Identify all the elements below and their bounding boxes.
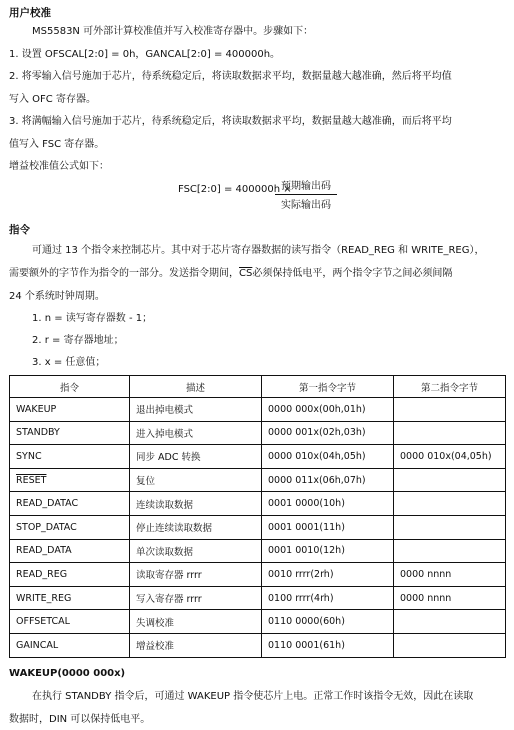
command-description: 失调校准 bbox=[130, 610, 262, 634]
command-description: 停止连续读取数据 bbox=[130, 515, 262, 539]
calibration-step-3-line-1: 3. 将满幅输入信号施加于芯片，待系统稳定后，将读取数据求平均，数据量越大越准确，而后将平均 bbox=[9, 116, 452, 127]
wakeup-line-2: 数据时，DIN 可以保持低电平。 bbox=[9, 714, 151, 725]
command-name: READ_DATA bbox=[10, 539, 130, 563]
table-row bbox=[10, 515, 506, 539]
command-name: GAINCAL bbox=[10, 633, 130, 657]
command-name: OFFSETCAL bbox=[10, 610, 130, 634]
command-description: 进入掉电模式 bbox=[130, 421, 262, 445]
command-description: 退出掉电模式 bbox=[130, 398, 262, 422]
table-row bbox=[10, 421, 506, 445]
first-byte: 0010 rrrr(2rh) bbox=[262, 563, 394, 587]
second-byte bbox=[394, 492, 506, 516]
command-name: SYNC bbox=[10, 445, 130, 469]
command-name: WAKEUP bbox=[10, 398, 130, 422]
note-1: 1. n = 读写寄存器数 - 1； bbox=[32, 313, 153, 324]
command-table bbox=[9, 375, 506, 658]
second-byte: 0000 nnnn bbox=[394, 563, 506, 587]
command-description: 同步 ADC 转换 bbox=[130, 445, 262, 469]
first-byte: 0001 0010(12h) bbox=[262, 539, 394, 563]
first-byte: 0110 0000(60h) bbox=[262, 610, 394, 634]
cs-signal: $\overline{CS}$ bbox=[239, 268, 253, 279]
command-name: READ_REG bbox=[10, 563, 130, 587]
command-name: STOP_DATAC bbox=[10, 515, 130, 539]
calibration-intro: MS5583N 可外部计算校准值并写入校准寄存器中。步骤如下： bbox=[32, 26, 314, 37]
note-2: 2. r = 寄存器地址； bbox=[32, 335, 124, 346]
first-byte: 0001 0000(10h) bbox=[262, 492, 394, 516]
table-row bbox=[10, 563, 506, 587]
second-byte bbox=[394, 610, 506, 634]
command-description: 写入寄存器 rrrr bbox=[130, 586, 262, 610]
header-first-byte: 第一指令字节 bbox=[262, 376, 394, 398]
calibration-step-2-line-1: 2. 将零输入信号施加于芯片，待系统稳定后，将读取数据求平均，数据量越大越准确，然后将平均值 bbox=[9, 71, 452, 82]
commands-para-line-1: 可通过 13 个指令来控制芯片。其中对于芯片寄存器数据的读写指令（READ_REG 和 WRITE_REG）， bbox=[32, 245, 485, 256]
second-byte: 0000 010x(04,05h) bbox=[394, 445, 506, 469]
first-byte: 0100 rrrr(4rh) bbox=[262, 586, 394, 610]
formula-intro: 增益校准值公式如下： bbox=[9, 161, 109, 172]
command-description: 增益校准 bbox=[130, 633, 262, 657]
table-row bbox=[10, 539, 506, 563]
commands-para-line-3: 24 个系统时钟周期。 bbox=[9, 291, 105, 302]
calibration-step-2-line-2: 写入 OFC 寄存器。 bbox=[9, 94, 96, 105]
first-byte: 0000 000x(00h,01h) bbox=[262, 398, 394, 422]
command-name: WRITE_REG bbox=[10, 586, 130, 610]
second-byte bbox=[394, 398, 506, 422]
formula-numerator: 预期输出码 bbox=[275, 177, 337, 195]
formula-fraction bbox=[275, 177, 337, 211]
command-description: 单次读取数据 bbox=[130, 539, 262, 563]
first-byte: 0001 0001(11h) bbox=[262, 515, 394, 539]
first-byte: 0000 001x(02h,03h) bbox=[262, 421, 394, 445]
second-byte bbox=[394, 421, 506, 445]
command-name: STANDBY bbox=[10, 421, 130, 445]
second-byte bbox=[394, 468, 506, 492]
header-command: 指令 bbox=[10, 376, 130, 398]
note-3: 3. x = 任意值； bbox=[32, 357, 106, 368]
command-description: 读取寄存器 rrrr bbox=[130, 563, 262, 587]
command-name: READ_DATAC bbox=[10, 492, 130, 516]
header-description: 描述 bbox=[130, 376, 262, 398]
second-byte bbox=[394, 633, 506, 657]
calibration-step-3-line-2: 值写入 FSC 寄存器。 bbox=[9, 139, 105, 150]
section-heading-calibration: 用户校准 bbox=[9, 7, 51, 19]
formula-denominator: 实际输出码 bbox=[281, 200, 331, 211]
header-second-byte: 第二指令字节 bbox=[394, 376, 506, 398]
first-byte: 0000 011x(06h,07h) bbox=[262, 468, 394, 492]
commands-para-line-2-tail: 必须保持低电平，两个指令字节之间必须间隔 bbox=[252, 268, 453, 279]
second-byte: 0000 nnnn bbox=[394, 586, 506, 610]
wakeup-heading: WAKEUP(0000 000x) bbox=[9, 668, 126, 679]
table-row bbox=[10, 586, 506, 610]
command-description: 连续读取数据 bbox=[130, 492, 262, 516]
commands-para-line-2 bbox=[9, 267, 452, 281]
table-header-row bbox=[10, 376, 506, 398]
first-byte: 0000 010x(04h,05h) bbox=[262, 445, 394, 469]
table-row bbox=[10, 468, 506, 492]
second-byte bbox=[394, 515, 506, 539]
command-name: RESET bbox=[10, 468, 130, 492]
calibration-step-1: 1. 设置 OFSCAL[2:0] = 0h，GANCAL[2:0] = 400000h。 bbox=[9, 49, 281, 60]
table-row bbox=[10, 492, 506, 516]
table-row bbox=[10, 610, 506, 634]
command-description: 复位 bbox=[130, 468, 262, 492]
table-row bbox=[10, 445, 506, 469]
table-row bbox=[10, 633, 506, 657]
table-row bbox=[10, 398, 506, 422]
wakeup-line-1: 在执行 STANDBY 指令后，可通过 WAKEUP 指令使芯片上电。正常工作时该指令无效，因此在读取 bbox=[32, 691, 474, 702]
second-byte bbox=[394, 539, 506, 563]
commands-para-line-2-head: 需要额外的字节作为指令的一部分。发送指令期间， bbox=[9, 268, 239, 279]
section-heading-commands: 指令 bbox=[9, 224, 30, 236]
first-byte: 0110 0001(61h) bbox=[262, 633, 394, 657]
formula-lhs: FSC[2:0] = 400000h × bbox=[178, 184, 292, 195]
